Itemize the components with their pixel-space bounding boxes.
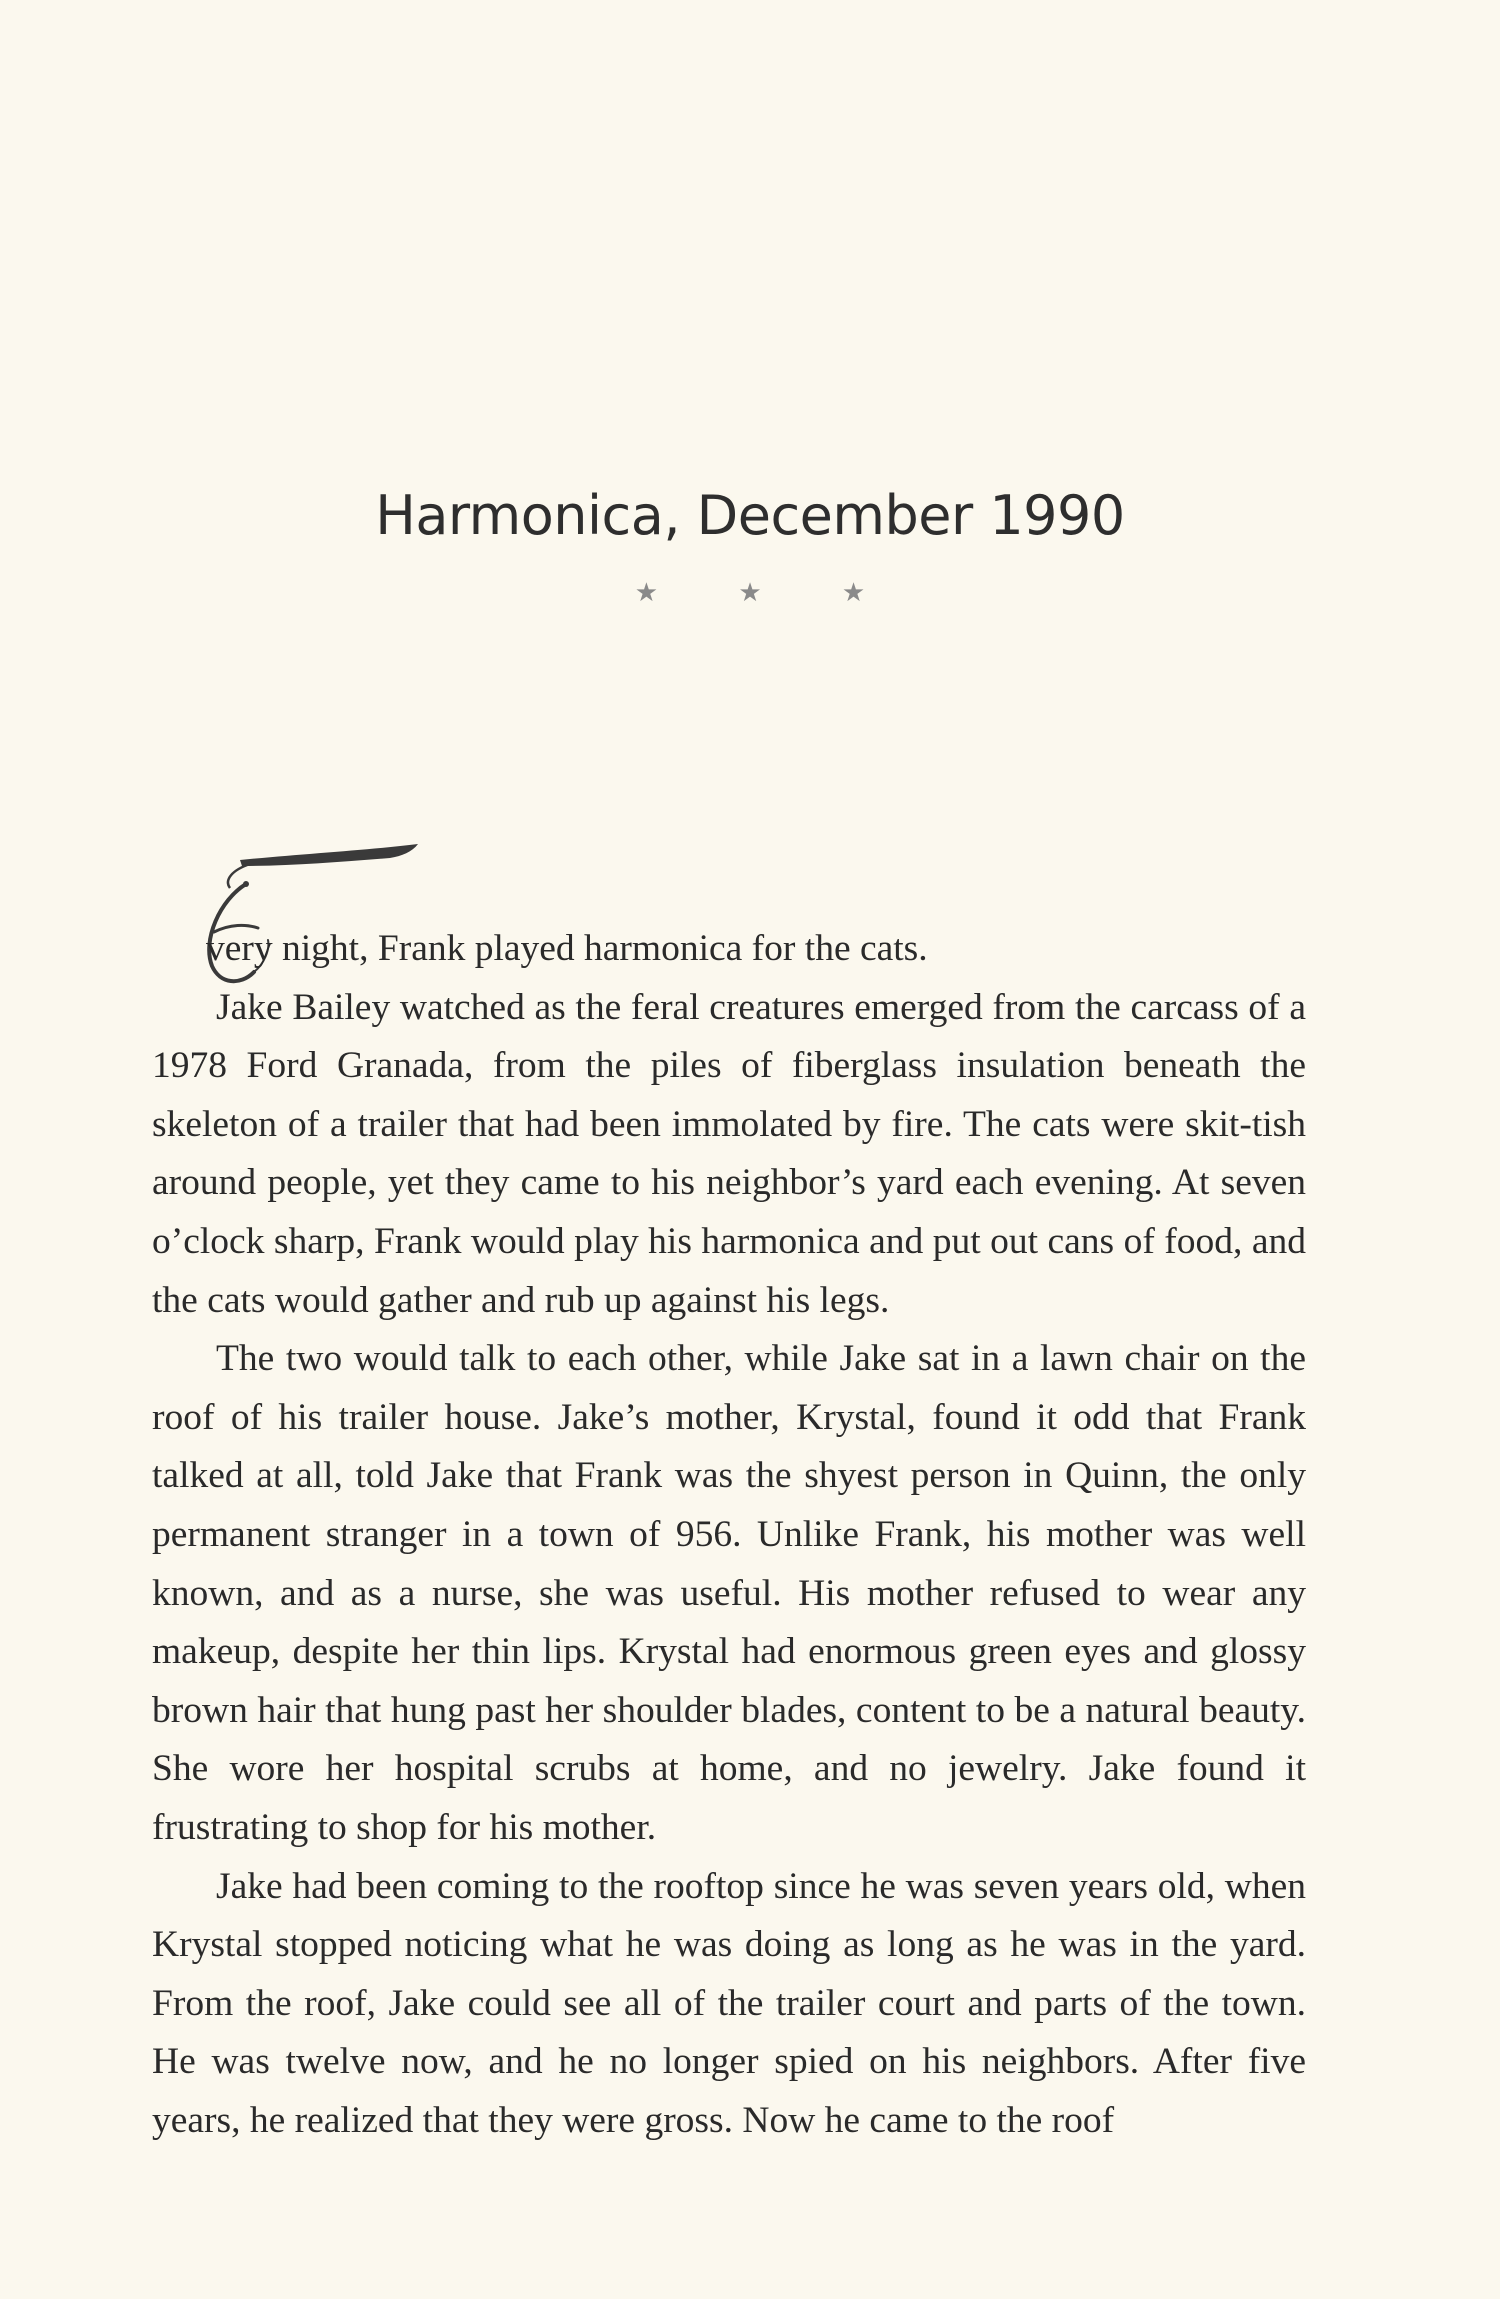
paragraph: The two would talk to each other, while Jake sat in a lawn chair on the roof of his trailer house. Jake’s mother, Krystal, found it odd that Frank talked at all, told Jake that Frank was the shyest person in Quinn, the only permanent stranger in a town of 956. Unlike Frank, his mother was well known, and as a nurse, she was useful. His mother refused to wear any makeup, despite her thin lips. Krystal had enormous green eyes and glossy brown hair that hung past her shoulder blades, content to be a natural beauty. She wore her hospital scrubs at home, and no jewelry. Jake found it frustrating to shop for his mother. (152, 1338, 1306, 1848)
paragraph: Jake had been coming to the rooftop since he was seven years old, when Krystal stopped noticing what he was doing as long as he was in the yard. From the roof, Jake could see all of the trailer court and parts of the town. He was twelve now, and he no longer spied on his neighbors. After five years, he realized that they were gross. Now he came to the roof (152, 1865, 1306, 2141)
star-ornament: ★ ★ ★ (634, 578, 902, 608)
chapter-title: Harmonica, December 1990 (375, 484, 1125, 547)
paragraph: Jake Bailey watched as the feral creatures emerged from the carcass of a 1978 Ford Granada, from the piles of fiberglass insulation beneath the skeleton of a trailer that had been immolated by fire. The cats were skit-tish around people, yet they came to his neighbor’s yard each evening. At seven o’clock sharp, Frank would play his harmonica and put out cans of food, and the cats would gather and rub up against his legs. (152, 986, 1306, 1321)
paragraph: very night, Frank played harmonica for the cats. (206, 928, 928, 969)
body-text (152, 920, 1306, 2150)
